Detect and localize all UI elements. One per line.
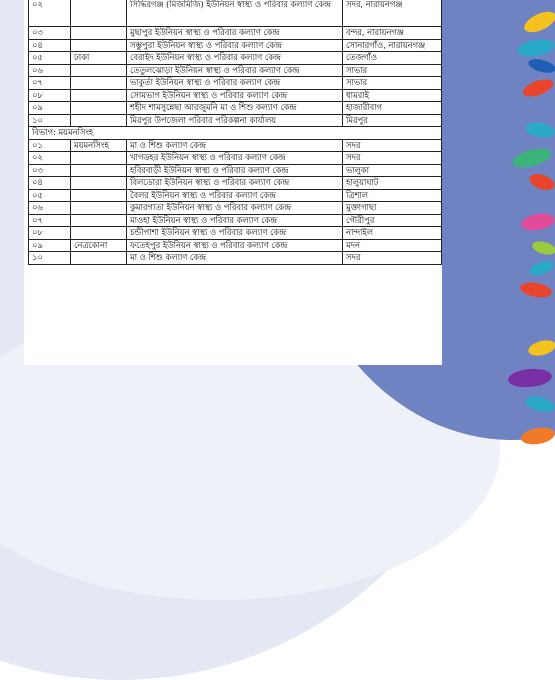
district-cell bbox=[71, 227, 127, 240]
district-cell bbox=[71, 64, 127, 77]
district-cell bbox=[71, 202, 127, 215]
health-center-table bbox=[28, 0, 442, 265]
serial-cell: ০৭ bbox=[29, 77, 71, 90]
district-cell bbox=[71, 102, 127, 115]
upazila-cell: সাভার bbox=[343, 64, 442, 77]
center-name-cell: বৈলর ইউনিয়ন স্বাস্থ্য ও পরিবার কল্যাণ কেন্দ্র bbox=[127, 189, 343, 202]
upazila-cell: ত্রিশাল bbox=[343, 189, 442, 202]
district-cell: নেত্রকোনা bbox=[71, 239, 127, 252]
district-cell bbox=[71, 214, 127, 227]
serial-cell: ০৮ bbox=[29, 227, 71, 240]
upazila-cell: তেজগাঁও bbox=[343, 52, 442, 65]
serial-cell: ০৩ bbox=[29, 27, 71, 40]
table-row bbox=[29, 239, 442, 252]
table-row bbox=[29, 202, 442, 215]
table-row bbox=[29, 227, 442, 240]
center-name-cell: মুছাপুর ইউনিয়ন স্বাস্থ্য ও পরিবার কল্যাণ কেন্দ্র bbox=[127, 27, 343, 40]
district-cell bbox=[71, 189, 127, 202]
upazila-cell: হাজারীবাগ bbox=[343, 102, 442, 115]
serial-cell: ০৭ bbox=[29, 214, 71, 227]
table-row bbox=[29, 102, 442, 115]
serial-cell: ০৪ bbox=[29, 39, 71, 52]
upazila-cell: সোনারগাঁও, নারায়নগঞ্জ bbox=[343, 39, 442, 52]
district-cell bbox=[71, 164, 127, 177]
table-row bbox=[29, 164, 442, 177]
hand-icon bbox=[516, 37, 555, 59]
serial-cell: ০২ bbox=[29, 0, 71, 27]
serial-cell: ০৬ bbox=[29, 202, 71, 215]
center-name-cell: মা ও শিশু কল্যাণ কেন্দ্র bbox=[127, 139, 343, 152]
hand-icon bbox=[527, 171, 555, 193]
district-cell bbox=[71, 114, 127, 127]
serial-cell: ০৫ bbox=[29, 189, 71, 202]
serial-cell: ০৮ bbox=[29, 89, 71, 102]
center-name-cell: চন্ডীপাশা ইউনিয়ন স্বাস্থ্য ও পরিবার কল্যাণ কেন্দ্র bbox=[127, 227, 343, 240]
serial-cell: ০৯ bbox=[29, 102, 71, 115]
hand-icon bbox=[507, 367, 552, 389]
center-name-cell: বেরাইদ ইউনিয়ন স্বাস্থ্য ও পরিবার কল্যাণ কেন্দ্র bbox=[127, 52, 343, 65]
upazila-cell: মিরপুর bbox=[343, 114, 442, 127]
district-cell: ময়মনসিংহ bbox=[71, 139, 127, 152]
center-name-cell: ফতেহপুর ইউনিয়ন স্বাস্থ্য ও পরিবার কল্যাণ কেন্দ্র bbox=[127, 239, 343, 252]
section-row bbox=[29, 127, 442, 140]
table-row bbox=[29, 64, 442, 77]
serial-cell: ০৯ bbox=[29, 239, 71, 252]
district-cell bbox=[71, 39, 127, 52]
district-cell bbox=[71, 89, 127, 102]
hand-icon bbox=[519, 280, 553, 299]
center-name-cell: হবিরবাড়ী ইউনিয়ন স্বাস্থ্য ও পরিবার কল্যাণ কেন্দ্র bbox=[127, 164, 343, 177]
hand-icon bbox=[511, 145, 554, 171]
hand-icon bbox=[521, 76, 555, 100]
table-row bbox=[29, 27, 442, 40]
center-name-cell: ভাকুর্তা ইউনিয়ন স্বাস্থ্য ও পরিবার কল্যাণ কেন্দ্র bbox=[127, 77, 343, 90]
district-cell bbox=[71, 77, 127, 90]
center-name-cell: সম্ভুপুরা ইউনিয়ন স্বাস্থ্য ও পরিবার কল্যাণ কেন্দ্র bbox=[127, 39, 343, 52]
upazila-cell: ভালুকা bbox=[343, 164, 442, 177]
hand-icon bbox=[524, 121, 555, 140]
center-name-cell: মিরপুর উপজেলা পরিবার পরিকল্পনা কার্যালয় bbox=[127, 114, 343, 127]
center-name-cell: মা ও শিশু কল্যাণ কেন্দ্র bbox=[127, 252, 343, 265]
hand-icon bbox=[521, 8, 555, 37]
district-cell bbox=[71, 252, 127, 265]
hand-icon bbox=[520, 211, 555, 233]
upazila-cell: সদর bbox=[343, 139, 442, 152]
district-cell bbox=[71, 177, 127, 190]
center-name-cell: তেতুলঝোড়া ইউনিয়ন স্বাস্থ্য ও পরিবার কল্যাণ কেন্দ্র bbox=[127, 64, 343, 77]
hand-icon bbox=[531, 239, 555, 257]
upazila-cell: বন্দর, নারায়নগঞ্জ bbox=[343, 27, 442, 40]
upazila-cell: সদর bbox=[343, 252, 442, 265]
table-row bbox=[29, 89, 442, 102]
serial-cell: ১০ bbox=[29, 114, 71, 127]
upazila-cell: সাভার bbox=[343, 77, 442, 90]
center-name-cell: শহীদ শামসুন্নেছা আরজুমনি মা ও শিশু কল্যাণ কেন্দ্র bbox=[127, 102, 343, 115]
center-name-cell: সোমভাগ ইউনিয়ন স্বাস্থ্য ও পরিবার কল্যাণ কেন্দ্র bbox=[127, 89, 343, 102]
hand-icon bbox=[527, 338, 555, 359]
table-row bbox=[29, 52, 442, 65]
serial-cell: ১০ bbox=[29, 252, 71, 265]
serial-cell: ০৪ bbox=[29, 177, 71, 190]
upazila-cell: হালুয়াঘাট bbox=[343, 177, 442, 190]
center-name-cell: বিলডোরা ইউনিয়ন স্বাস্থ্য ও পরিবার কল্যাণ কেন্দ্র bbox=[127, 177, 343, 190]
center-name-cell: সিদ্ধিরগঞ্জ (মিজমিজি) ইউনিয়ন স্বাস্থ্য ও পরিবার কল্যাণ কেন্দ্র bbox=[127, 0, 343, 27]
table-row bbox=[29, 77, 442, 90]
colorful-hands-decoration bbox=[500, 0, 555, 513]
serial-cell: ০১ bbox=[29, 139, 71, 152]
hand-icon bbox=[527, 57, 555, 76]
center-name-cell: কুমারগাতা ইউনিয়ন স্বাস্থ্য ও পরিবার কল্যাণ কেন্দ্র bbox=[127, 202, 343, 215]
upazila-cell: সদর, নারায়নগঞ্জ bbox=[343, 0, 442, 27]
upazila-cell: মুক্তাগাছা bbox=[343, 202, 442, 215]
district-cell bbox=[71, 0, 127, 27]
table-row bbox=[29, 114, 442, 127]
table-row bbox=[29, 139, 442, 152]
table-row bbox=[29, 214, 442, 227]
upazila-cell: ধামরাই bbox=[343, 89, 442, 102]
serial-cell: ০২ bbox=[29, 152, 71, 165]
serial-cell: ০৬ bbox=[29, 64, 71, 77]
serial-cell: ০৩ bbox=[29, 164, 71, 177]
center-name-cell: মাওহা ইউনিয়ন স্বাস্থ্য ও পরিবার কল্যাণ কেন্দ্র bbox=[127, 214, 343, 227]
table-row bbox=[29, 0, 442, 27]
hand-icon bbox=[524, 393, 555, 414]
table-row bbox=[29, 177, 442, 190]
district-cell bbox=[71, 152, 127, 165]
upazila-cell: সদর bbox=[343, 152, 442, 165]
table-row bbox=[29, 252, 442, 265]
hand-icon bbox=[528, 258, 555, 278]
upazila-cell: মদন bbox=[343, 239, 442, 252]
upazila-cell: গৌরীপুর bbox=[343, 214, 442, 227]
table-row bbox=[29, 189, 442, 202]
upazila-cell: নান্দাইল bbox=[343, 227, 442, 240]
table-row bbox=[29, 39, 442, 52]
center-name-cell: খাগডহর ইউনিয়ন স্বাস্থ্য ও পরিবার কল্যাণ কেন্দ্র bbox=[127, 152, 343, 165]
serial-cell: ০৫ bbox=[29, 52, 71, 65]
district-cell: ঢাকা bbox=[71, 52, 127, 65]
district-cell bbox=[71, 27, 127, 40]
table-row bbox=[29, 152, 442, 165]
hand-icon bbox=[520, 425, 555, 447]
division-label: বিভাগ: ময়মনসিংহ bbox=[29, 127, 442, 140]
